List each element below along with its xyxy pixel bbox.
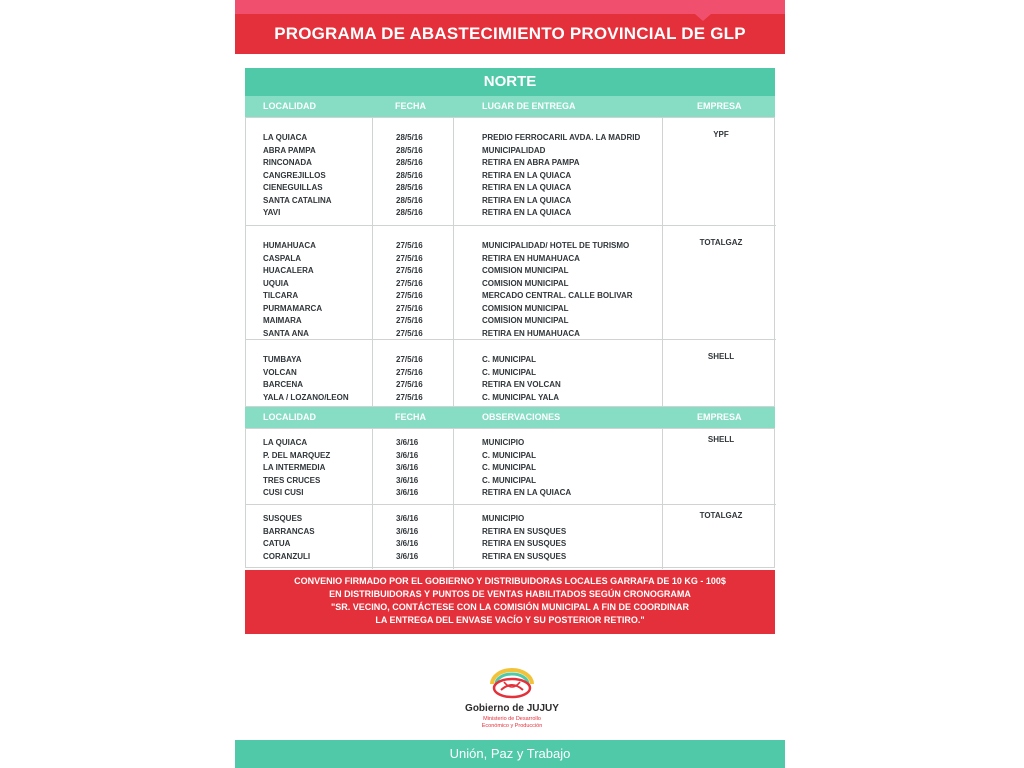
cell-localidad: TRES CRUCES <box>263 475 321 485</box>
notice-line: "SR. VECINO, CONTÁCTESE CON LA COMISIÓN MUNICIPAL A FIN DE COORDINAR <box>331 602 689 612</box>
cell-localidad: CASPALA <box>263 253 302 263</box>
cell-localidad: CORANZULI <box>263 551 311 561</box>
cell-fecha: 27/5/16 <box>396 303 423 313</box>
cell-lugar: C. MUNICIPAL YALA <box>482 392 560 402</box>
cell-fecha: 27/5/16 <box>396 392 423 402</box>
header-localidad: LOCALIDAD <box>263 101 316 111</box>
table-row <box>246 132 776 145</box>
cell-lugar: MUNICIPALIDAD/ HOTEL DE TURISMO <box>482 241 630 250</box>
cell-localidad: YAVI <box>263 208 281 217</box>
cell-lugar: MERCADO CENTRAL. CALLE BOLIVAR <box>482 291 633 300</box>
cell-lugar: C. MUNICIPAL <box>482 463 537 472</box>
cell-fecha: 27/5/16 <box>396 241 423 250</box>
cell-lugar: C. MUNICIPAL <box>482 450 537 460</box>
cell-fecha: 28/5/16 <box>396 208 423 217</box>
table-group <box>246 429 776 505</box>
cell-fecha: 3/6/16 <box>396 488 419 497</box>
empresa-label: TOTALGAZ <box>699 238 743 247</box>
cell-localidad: HUMAHUACA <box>263 241 316 250</box>
cell-lugar: RETIRA EN LA QUIACA <box>482 170 572 180</box>
cell-localidad: SANTA ANA <box>263 328 309 338</box>
table-group <box>246 226 776 340</box>
cell-fecha: 3/6/16 <box>396 514 419 523</box>
government-logo <box>457 660 567 740</box>
cell-lugar: MUNICIPALIDAD <box>482 145 546 155</box>
logo-subtitle <box>457 716 567 730</box>
cell-localidad: TILCARA <box>263 291 299 300</box>
empresa-label: TOTALGAZ <box>699 511 743 520</box>
cell-localidad: CUSI CUSI <box>263 488 304 497</box>
table-row <box>246 379 776 392</box>
cell-localidad: MAIMARA <box>263 316 302 325</box>
cell-lugar: C. MUNICIPAL <box>482 475 537 485</box>
cell-fecha: 27/5/16 <box>396 380 423 389</box>
header-fecha: FECHA <box>395 101 426 111</box>
table-row <box>246 240 776 253</box>
cell-localidad: PURMAMARCA <box>263 303 323 313</box>
cell-lugar: COMISION MUNICIPAL <box>482 278 569 288</box>
cell-lugar: RETIRA EN ABRA PAMPA <box>482 158 580 167</box>
cell-fecha: 3/6/16 <box>396 463 419 472</box>
cell-localidad: CIENEGUILLAS <box>263 183 323 192</box>
header-fecha: FECHA <box>395 412 426 422</box>
cell-fecha: 3/6/16 <box>396 539 419 548</box>
table-row <box>246 303 776 316</box>
empresa-label: SHELL <box>707 352 735 361</box>
cell-fecha: 28/5/16 <box>396 183 423 192</box>
cell-localidad: CANGREJILLOS <box>263 170 326 180</box>
cell-lugar: RETIRA EN HUMAHUACA <box>482 253 580 263</box>
cell-localidad: YALA / LOZANO/LEON <box>263 392 349 402</box>
cell-lugar: RETIRA EN SUSQUES <box>482 539 567 548</box>
cell-localidad: HUACALERA <box>263 266 314 275</box>
cell-fecha: 28/5/16 <box>396 195 423 205</box>
table-row <box>246 392 776 405</box>
cell-lugar: RETIRA EN VOLCAN <box>482 380 561 389</box>
cell-localidad: P. DEL MARQUEZ <box>263 450 331 460</box>
table-row <box>246 182 776 195</box>
top-accent-bar <box>235 0 785 14</box>
cell-localidad: SANTA CATALINA <box>263 195 332 205</box>
table-row <box>246 328 776 341</box>
table-row <box>246 462 776 475</box>
delivery-table <box>245 117 775 407</box>
notice-line: LA ENTREGA DEL ENVASE VACÍO Y SU POSTERIOR RETIRO." <box>375 615 645 625</box>
cell-lugar: RETIRA EN HUMAHUACA <box>482 328 580 338</box>
table-row <box>246 475 776 488</box>
cell-localidad: LA INTERMEDIA <box>263 463 326 472</box>
cell-localidad: TUMBAYA <box>263 355 302 364</box>
cell-fecha: 27/5/16 <box>396 278 423 288</box>
cell-lugar: RETIRA EN SUSQUES <box>482 551 567 561</box>
header-localidad: LOCALIDAD <box>263 412 316 422</box>
logo-name: Gobierno de JUJUY <box>465 703 559 714</box>
cell-localidad: BARCENA <box>263 380 303 389</box>
footer-motto: Unión, Paz y Trabajo <box>235 740 785 768</box>
cell-fecha: 27/5/16 <box>396 367 423 377</box>
table-row <box>246 437 776 450</box>
cell-fecha: 28/5/16 <box>396 145 423 155</box>
observations-table <box>245 428 775 568</box>
cell-fecha: 27/5/16 <box>396 316 423 325</box>
cell-fecha: 27/5/16 <box>396 291 423 300</box>
cell-fecha: 27/5/16 <box>396 355 423 364</box>
empresa-label: YPF <box>713 130 729 139</box>
notice-line: EN DISTRIBUIDORAS Y PUNTOS DE VENTAS HABILITADOS SEGÚN CRONOGRAMA <box>329 589 691 599</box>
table-row <box>246 170 776 183</box>
logo-subtitle-line: Ministerio de Desarrollo <box>483 716 541 722</box>
page-title: PROGRAMA DE ABASTECIMIENTO PROVINCIAL DE GLP <box>274 24 746 43</box>
table-row <box>246 487 776 500</box>
table-row <box>246 207 776 220</box>
table-row <box>246 315 776 328</box>
header-observaciones: OBSERVACIONES <box>482 412 561 422</box>
cell-lugar: MUNICIPIO <box>482 514 525 523</box>
table-row <box>246 538 776 551</box>
table-group <box>246 118 776 226</box>
logo-emblem-icon <box>457 660 567 704</box>
cell-lugar: COMISION MUNICIPAL <box>482 303 569 313</box>
cell-lugar: COMISION MUNICIPAL <box>482 266 569 275</box>
cell-lugar: RETIRA EN LA QUIACA <box>482 488 572 497</box>
cell-fecha: 28/5/16 <box>396 133 423 142</box>
table-row <box>246 354 776 367</box>
cell-lugar: RETIRA EN SUSQUES <box>482 526 567 536</box>
table-row <box>246 367 776 380</box>
cell-fecha: 3/6/16 <box>396 475 419 485</box>
cell-lugar: C. MUNICIPAL <box>482 367 537 377</box>
table-group <box>246 505 776 569</box>
table-row <box>246 290 776 303</box>
cell-fecha: 28/5/16 <box>396 158 423 167</box>
cell-localidad: LA QUIACA <box>263 133 308 142</box>
cell-localidad: ABRA PAMPA <box>263 145 316 155</box>
table-row <box>246 195 776 208</box>
cell-fecha: 27/5/16 <box>396 253 423 263</box>
table-row <box>246 526 776 539</box>
notice-line: CONVENIO FIRMADO POR EL GOBIERNO Y DISTRIBUIDORAS LOCALES GARRAFA DE 10 KG - 100$ <box>294 576 726 586</box>
cell-fecha: 3/6/16 <box>396 450 419 460</box>
cell-lugar: C. MUNICIPAL <box>482 355 537 364</box>
cell-lugar: RETIRA EN LA QUIACA <box>482 195 572 205</box>
cell-fecha: 3/6/16 <box>396 526 419 536</box>
table-row <box>246 253 776 266</box>
table-header <box>245 96 775 117</box>
cell-localidad: CATUA <box>263 539 291 548</box>
region-title: NORTE <box>245 68 775 96</box>
empresa-label: SHELL <box>707 435 735 444</box>
table-row <box>246 450 776 463</box>
cell-localidad: UQUIA <box>263 278 289 288</box>
logo-subtitle-line: Económico y Producción <box>481 723 543 729</box>
cell-fecha: 3/6/16 <box>396 551 419 561</box>
header-empresa: EMPRESA <box>697 412 742 422</box>
cell-lugar: RETIRA EN LA QUIACA <box>482 183 572 192</box>
cell-fecha: 27/5/16 <box>396 328 423 338</box>
cell-fecha: 3/6/16 <box>396 438 419 447</box>
cell-localidad: VOLCAN <box>263 367 297 377</box>
cell-lugar: MUNICIPIO <box>482 438 525 447</box>
cell-lugar: PREDIO FERROCARIL AVDA. LA MADRID <box>482 133 641 142</box>
cell-localidad: SUSQUES <box>263 514 303 523</box>
table-row <box>246 157 776 170</box>
cell-localidad: RINCONADA <box>263 158 312 167</box>
table-header-2 <box>245 407 775 428</box>
schedule-frame <box>245 68 775 634</box>
table-row <box>246 265 776 278</box>
cell-fecha: 27/5/16 <box>396 266 423 275</box>
cell-localidad: BARRANCAS <box>263 526 315 536</box>
notice-box <box>245 570 775 634</box>
cell-localidad: LA QUIACA <box>263 438 308 447</box>
table-row <box>246 278 776 291</box>
table-row <box>246 513 776 526</box>
table-row <box>246 145 776 158</box>
cell-fecha: 28/5/16 <box>396 170 423 180</box>
cell-lugar: COMISION MUNICIPAL <box>482 316 569 325</box>
header-empresa: EMPRESA <box>697 101 742 111</box>
cell-lugar: RETIRA EN LA QUIACA <box>482 208 572 217</box>
poster <box>235 0 785 768</box>
header-lugar: LUGAR DE ENTREGA <box>482 101 576 111</box>
table-group <box>246 340 776 408</box>
table-row <box>246 551 776 564</box>
